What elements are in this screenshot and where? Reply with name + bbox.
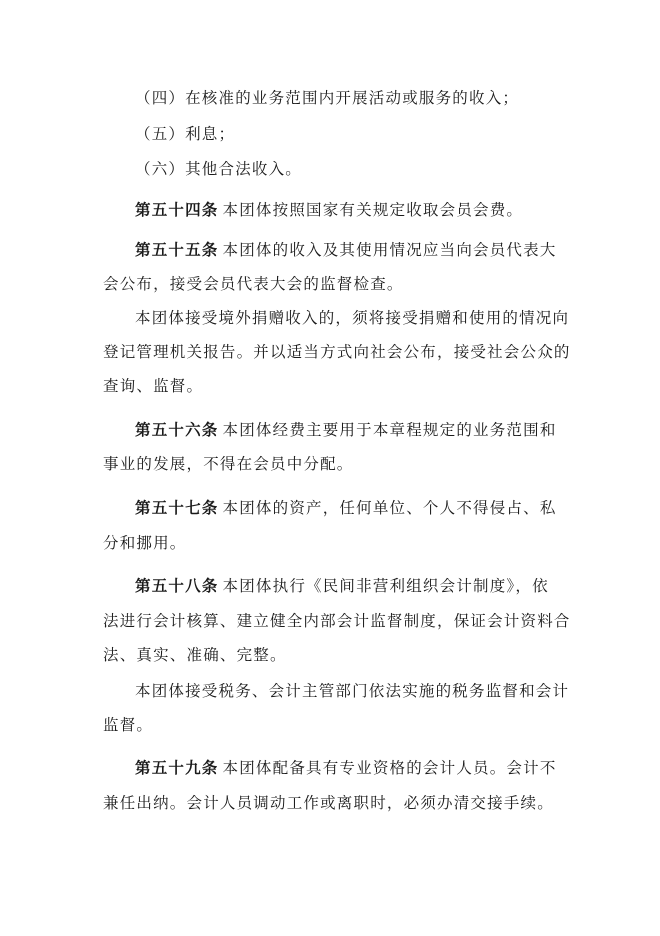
tax-supervision-line-2: 监督。 <box>103 716 154 734</box>
donation-paragraph-line-2: 登记管理机关报告。并以适当方式向社会公布，接受社会公众的 <box>103 343 571 361</box>
income-item-4: （四）在核准的业务范围内开展活动或服务的收入； <box>135 89 520 107</box>
article-58-line-3: 法、真实、准确、完整。 <box>103 646 287 664</box>
article-59-line-1: 第五十九条 本团体配备具有专业资格的会计人员。会计不 <box>135 758 557 777</box>
article-57-line-1: 第五十七条 本团体的资产，任何单位、个人不得侵占、私 <box>135 498 557 517</box>
income-item-6: （六）其他合法收入。 <box>135 160 303 178</box>
article-56-line-2: 事业的发展，不得在会员中分配。 <box>103 455 354 473</box>
article-54-number: 第五十四条 <box>135 200 219 219</box>
article-56-line-1: 第五十六条 本团体经费主要用于本章程规定的业务范围和 <box>135 420 557 439</box>
article-55-line-1: 第五十五条 本团体的收入及其使用情况应当向会员代表大 <box>135 240 557 259</box>
article-57-number: 第五十七条 <box>135 498 219 517</box>
article-54: 第五十四条 本团体按照国家有关规定收取会员会费。 <box>135 200 524 219</box>
article-55-number: 第五十五条 <box>135 240 219 259</box>
article-59-number: 第五十九条 <box>135 758 219 777</box>
article-55-line-2: 会公布，接受会员代表大会的监督检查。 <box>103 275 404 293</box>
article-58-number: 第五十八条 <box>135 576 219 595</box>
article-57-line-2: 分和挪用。 <box>103 534 187 552</box>
article-56-number: 第五十六条 <box>135 420 219 439</box>
income-item-5: （五）利息； <box>135 125 236 143</box>
donation-paragraph-line-1: 本团体接受境外捐赠收入的，须将接受捐赠和使用的情况向 <box>135 309 570 327</box>
donation-paragraph-line-3: 查询、监督。 <box>103 377 204 395</box>
article-58-line-1: 第五十八条 本团体执行《民间非营利组织会计制度》，依 <box>135 576 549 595</box>
article-59-line-2: 兼任出纳。会计人员调动工作或离职时，必须办清交接手续。 <box>103 794 554 812</box>
article-58-line-2: 法进行会计核算、建立健全内部会计监督制度，保证会计资料合 <box>103 612 571 630</box>
tax-supervision-line-1: 本团体接受税务、会计主管部门依法实施的税务监督和会计 <box>135 682 570 700</box>
